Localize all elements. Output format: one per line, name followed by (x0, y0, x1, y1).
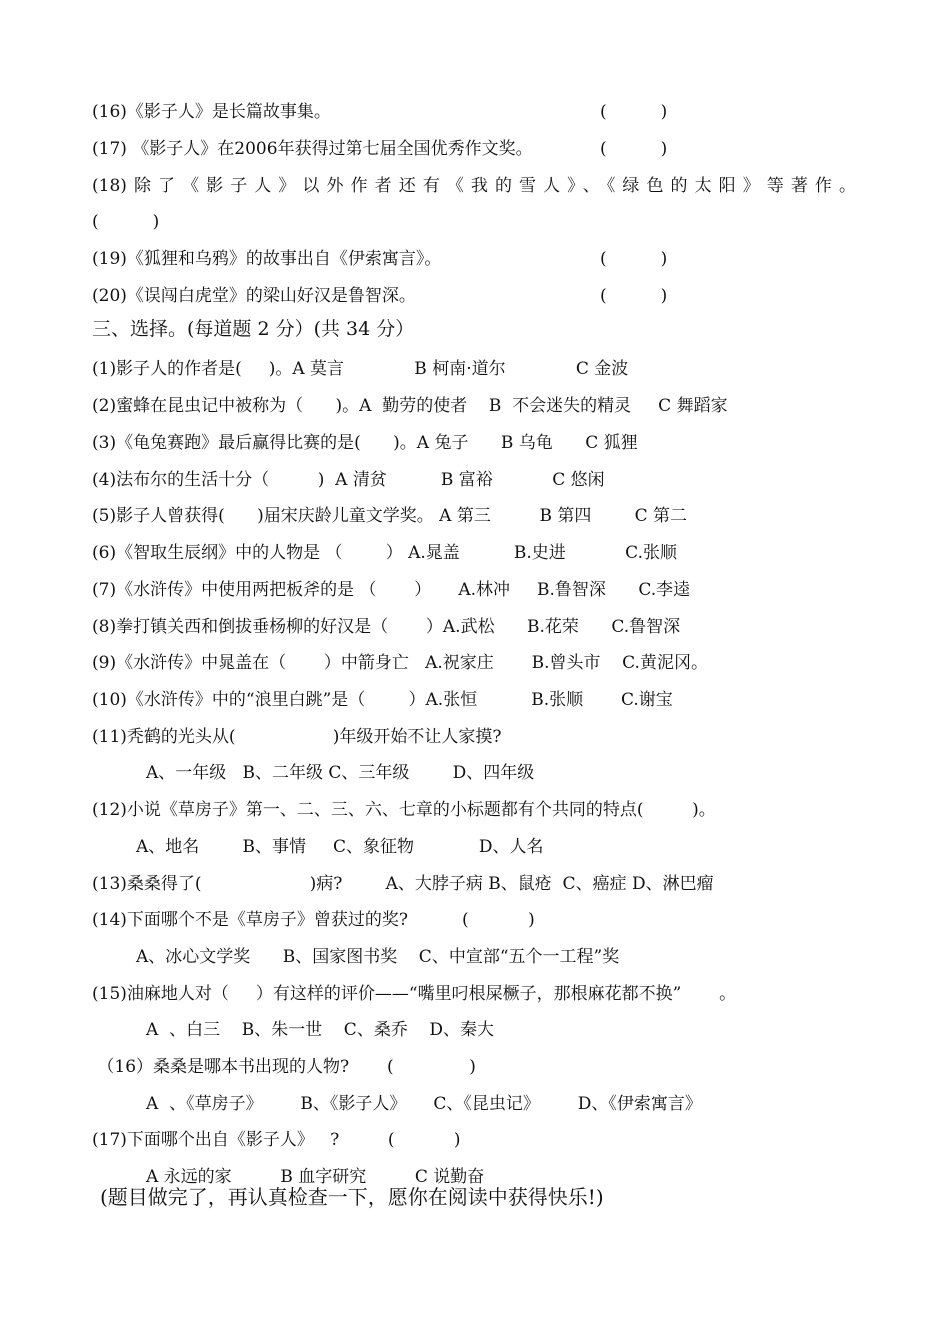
tf-answer-blank-19[interactable]: ( ) (600, 249, 668, 269)
mc-options-16: A 、《草房子》 B、《影子人》 C、《昆虫记》 D、《伊索寓言》 (146, 1094, 702, 1114)
mc-options-14: A、冰心文学奖 B、国家图书奖 C、中宣部“五个一工程”奖 (136, 947, 620, 967)
mc-question-12: (12)小说《草房子》第一、二、三、六、七章的小标题都有个共同的特点( )。 (92, 800, 716, 820)
mc-question-1: (1)影子人的作者是( )。A 莫言 B 柯南·道尔 C 金波 (92, 359, 629, 379)
mc-question-17: (17)下面哪个出自《影子人》 ? ( ) (92, 1130, 461, 1150)
mc-question-13: (13)桑桑得了( )病? A、大脖子病 B、鼠疮 C、癌症 D、淋巴瘤 (92, 874, 714, 894)
tf-answer-blank-16[interactable]: ( ) (600, 102, 668, 122)
mc-question-14: (14)下面哪个不是《草房子》曾获过的奖? ( ) (92, 910, 535, 930)
section-title: 三、选择。(每道题 2 分）(共 34 分） (92, 318, 415, 340)
mc-options-15: A 、白三 B、朱一世 C、桑乔 D、秦大 (146, 1020, 495, 1040)
tf-question-20: (20)《误闯白虎堂》的梁山好汉是鲁智深。 (92, 286, 416, 306)
mc-question-5: (5)影子人曾获得( )届宋庆龄儿童文学奖。 A 第三 B 第四 C 第二 (92, 506, 688, 526)
mc-question-6: (6)《智取生辰纲》中的人物是 （ ） A.晁盖 B.史进 C.张顺 (92, 543, 677, 563)
mc-question-7: (7)《水浒传》中使用两把板斧的是 （ ） A.林冲 B.鲁智深 C.李逵 (92, 580, 691, 600)
mc-question-2: (2)蜜蜂在昆虫记中被称为（ )。A 勤劳的使者 B 不会迷失的精灵 C 舞蹈家 (92, 396, 728, 416)
mc-question-15: (15)油麻地人对（ ）有这样的评价——“嘴里叼根屎橛子，那根麻花都不换” 。 (92, 984, 737, 1004)
mc-question-11: (11)秃鹤的光头从( )年级开始不让人家摸? (92, 727, 502, 747)
mc-question-9: (9)《水浒传》中晁盖在（ ）中箭身亡 A.祝家庄 B.曾头市 C.黄泥冈。 (92, 653, 708, 673)
mc-question-3: (3)《龟兔赛跑》最后赢得比赛的是( )。A 兔子 B 乌龟 C 狐狸 (92, 433, 638, 453)
mc-options-17: A 永远的家 B 血字研究 C 说勤奋 (146, 1167, 485, 1187)
mc-options-11: A、一年级 B、二年级 C、三年级 D、四年级 (146, 763, 535, 783)
tf-answer-blank-17[interactable]: ( ) (600, 139, 668, 159)
tf-answer-blank-18[interactable]: ( ) (92, 212, 160, 232)
mc-question-10: (10)《水浒传》中的“浪里白跳”是（ ）A.张恒 B.张顺 C.谢宝 (92, 690, 673, 710)
tf-question-17: (17) 《影子人》在2006年获得过第七届全国优秀作文奖。 (92, 139, 533, 159)
mc-options-12: A、地名 B、事情 C、象征物 D、人名 (136, 837, 544, 857)
tf-answer-blank-20[interactable]: ( ) (600, 286, 668, 306)
tf-question-16: (16)《影子人》是长篇故事集。 (92, 102, 331, 122)
tf-question-18: (18)除了《影子人》以外作者还有《我的雪人》、《绿色的太阳》等著作。 (92, 176, 856, 196)
mc-question-16: （16）桑桑是哪本书出现的人物? ( ) (92, 1057, 476, 1077)
mc-question-4: (4)法布尔的生活十分（ ) A 清贫 B 富裕 C 悠闲 (92, 470, 605, 490)
mc-question-8: (8)拳打镇关西和倒拔垂杨柳的好汉是（ ）A.武松 B.花荣 C.鲁智深 (92, 617, 681, 637)
tf-question-19: (19)《狐狸和乌鸦》的故事出自《伊索寓言》。 (92, 249, 442, 269)
closing-note: (题目做完了，再认真检查一下，愿你在阅读中获得快乐!) (100, 1185, 604, 1209)
